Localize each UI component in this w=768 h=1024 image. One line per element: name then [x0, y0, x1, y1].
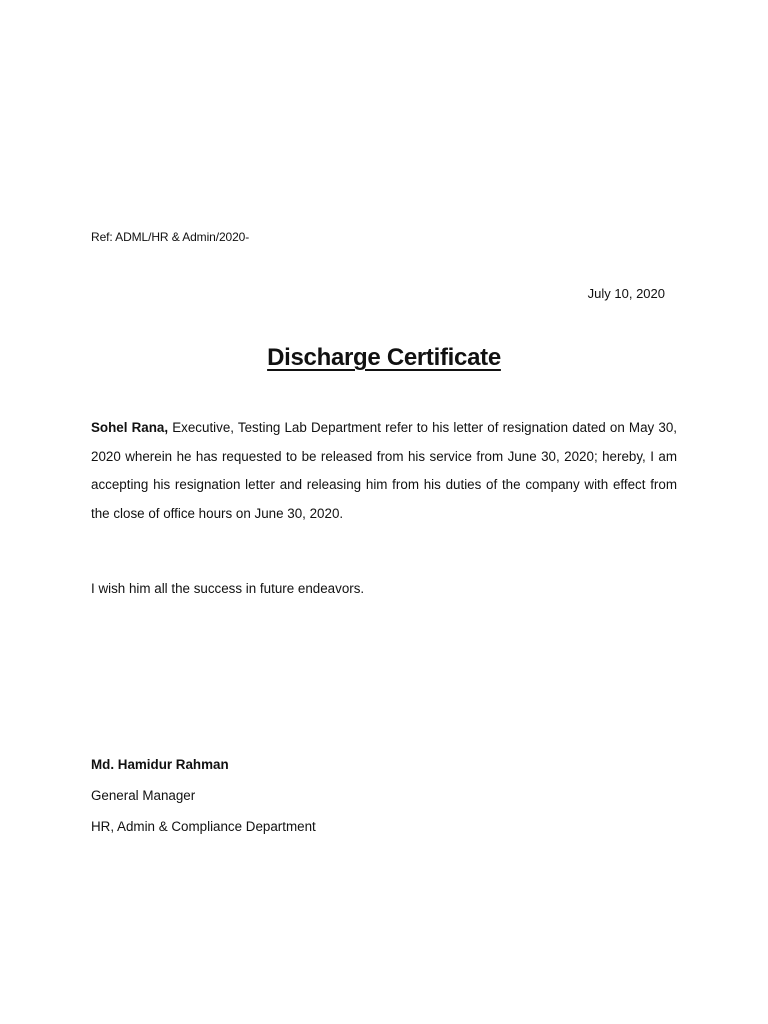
- body-text: Executive, Testing Lab Department refer to his letter of resignation dated on May 30, 2020 wherein he has requested to be released from his service from June 30, 2020; hereby, I am accepting his resignation letter and releasing him from his duties of the company with effect from the close of office hours on June 30, 2020.: [91, 420, 677, 521]
- reference-number: Ref: ADML/HR & Admin/2020-: [91, 230, 250, 244]
- closing-wish: I wish him all the success in future endeavors.: [91, 581, 365, 596]
- document-title-text: Discharge Certificate: [267, 344, 501, 371]
- signatory-title: General Manager: [91, 788, 196, 803]
- document-title: [0, 344, 768, 372]
- letter-date: July 10, 2020: [587, 286, 665, 301]
- signatory-department: HR, Admin & Compliance Department: [91, 819, 316, 834]
- body-paragraph: [91, 414, 677, 528]
- employee-name: Sohel Rana,: [91, 420, 169, 435]
- signatory-name: Md. Hamidur Rahman: [91, 757, 229, 772]
